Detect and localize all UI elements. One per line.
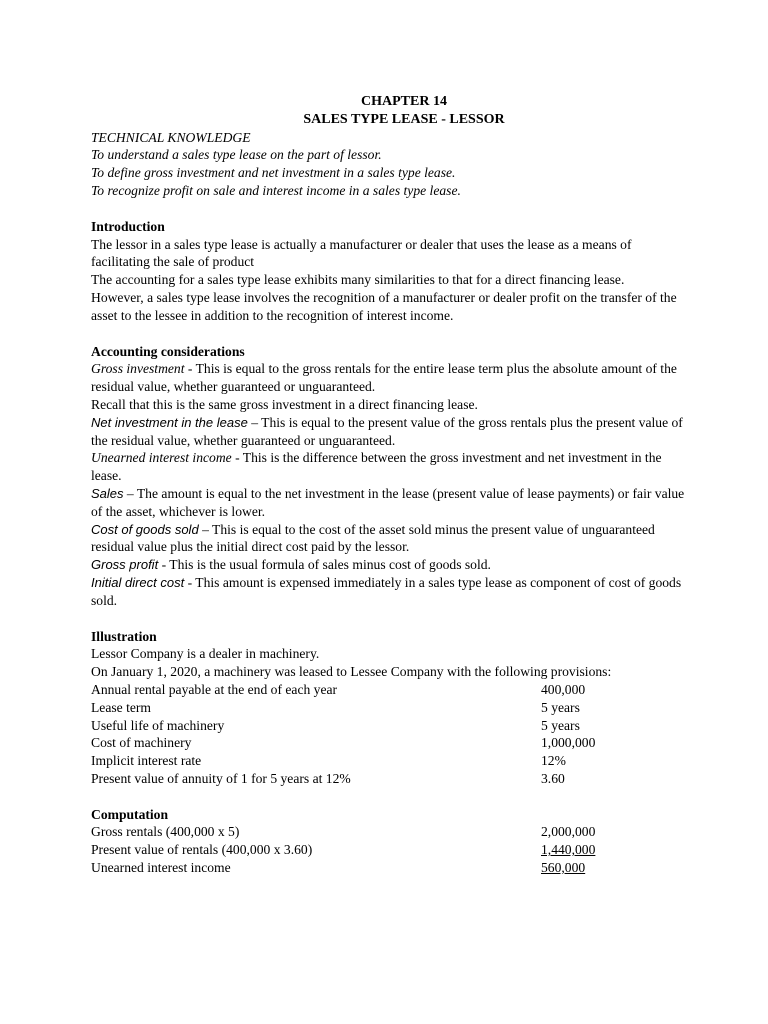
computation-value: 1,440,000 <box>541 842 596 858</box>
computation-label: Present value of rentals (400,000 x 3.60) <box>91 842 313 858</box>
provision-row <box>91 699 691 717</box>
accounting-considerations-heading: Accounting considerations <box>91 343 245 359</box>
definition-text: – This is equal to the present value of the gross rentals plus the present value of the residual value, whether guaranteed or unguaranteed. <box>91 414 683 448</box>
provision-value: 12% <box>541 753 566 769</box>
provision-value: 5 years <box>541 699 580 715</box>
provision-row <box>91 681 691 699</box>
technical-knowledge-heading: TECHNICAL KNOWLEDGE <box>91 129 251 145</box>
introduction-heading: Introduction <box>91 218 165 234</box>
definition-gross-investment <box>91 360 691 396</box>
computation-value: 2,000,000 <box>541 824 596 840</box>
computation-value: 560,000 <box>541 860 586 876</box>
computation-row <box>91 859 691 877</box>
intro-paragraph: The lessor in a sales type lease is actually a manufacturer or dealer that uses the lease as a means of facilitating the sale of product <box>91 236 632 270</box>
objective-item: To define gross investment and net investment in a sales type lease. <box>91 165 456 181</box>
document-body <box>91 93 691 877</box>
definition-term: Cost of goods sold <box>91 521 199 537</box>
computation-row <box>91 841 691 859</box>
computation-label: Gross rentals (400,000 x 5) <box>91 824 240 840</box>
provision-label: Useful life of machinery <box>91 717 225 733</box>
provision-row <box>91 717 691 735</box>
provision-label: Implicit interest rate <box>91 753 202 769</box>
illustration-line: On January 1, 2020, a machinery was leased to Lessee Company with the following provisions: <box>91 664 612 680</box>
provision-row <box>91 770 691 788</box>
objective-item: To recognize profit on sale and interest income in a sales type lease. <box>91 182 461 198</box>
definition-sales <box>91 485 691 521</box>
definition-text: – The amount is equal to the net investment in the lease (present value of lease payments) or fair value of the asset, whichever is lower. <box>91 485 685 519</box>
definition-text: - This amount is expensed immediately in a sales type lease as component of cost of goods sold. <box>91 574 682 608</box>
provision-label: Present value of annuity of 1 for 5 years at 12% <box>91 770 351 786</box>
definition-cogs <box>91 521 691 557</box>
definition-text: - This is the difference between the gross investment and net investment in the lease. <box>91 450 662 484</box>
definition-term: Unearned interest income <box>91 450 232 466</box>
recall-note: Recall that this is the same gross investment in a direct financing lease. <box>91 396 478 412</box>
definition-unearned-interest <box>91 449 691 485</box>
definition-term: Net investment in the lease <box>91 414 248 430</box>
provision-value: 5 years <box>541 717 580 733</box>
illustration-line: Lessor Company is a dealer in machinery. <box>91 646 320 662</box>
provision-row <box>91 752 691 770</box>
intro-paragraph: However, a sales type lease involves the recognition of a manufacturer or dealer profit on the transfer of the asset to the lessee in addition to the recognition of interest income. <box>91 289 677 323</box>
definition-initial-direct-cost <box>91 574 691 610</box>
definition-term: Sales <box>91 485 124 501</box>
definition-term: Gross investment <box>91 361 185 377</box>
provision-row <box>91 734 691 752</box>
objective-item: To understand a sales type lease on the part of lessor. <box>91 147 382 163</box>
definition-net-investment <box>91 414 691 450</box>
definition-term: Initial direct cost <box>91 574 185 590</box>
computation-heading: Computation <box>91 806 169 822</box>
provision-value: 1,000,000 <box>541 735 596 751</box>
computation-row <box>91 823 691 841</box>
definition-text: – This is equal to the cost of the asset sold minus the present value of unguaranteed residual value plus the initial direct cost paid by the lessor. <box>91 521 655 555</box>
chapter-number: CHAPTER 14 <box>361 94 447 109</box>
definition-text: - This is the usual formula of sales minus cost of goods sold. <box>158 557 491 573</box>
illustration-heading: Illustration <box>91 628 157 644</box>
intro-paragraph: The accounting for a sales type lease exhibits many similarities to that for a direct financing lease. <box>91 272 625 288</box>
definition-gross-profit <box>91 556 691 574</box>
provision-value: 400,000 <box>541 681 586 697</box>
provision-value: 3.60 <box>541 770 565 786</box>
provision-label: Annual rental payable at the end of each year <box>91 681 338 697</box>
chapter-title: SALES TYPE LEASE - LESSOR <box>303 111 505 127</box>
definition-text: - This is equal to the gross rentals for the entire lease term plus the absolute amount of the residual value, whether guaranteed or unguaranteed. <box>91 361 677 395</box>
definition-term: Gross profit <box>91 557 159 573</box>
provision-label: Lease term <box>91 699 152 715</box>
computation-label: Unearned interest income <box>91 860 231 876</box>
provision-label: Cost of machinery <box>91 735 192 751</box>
